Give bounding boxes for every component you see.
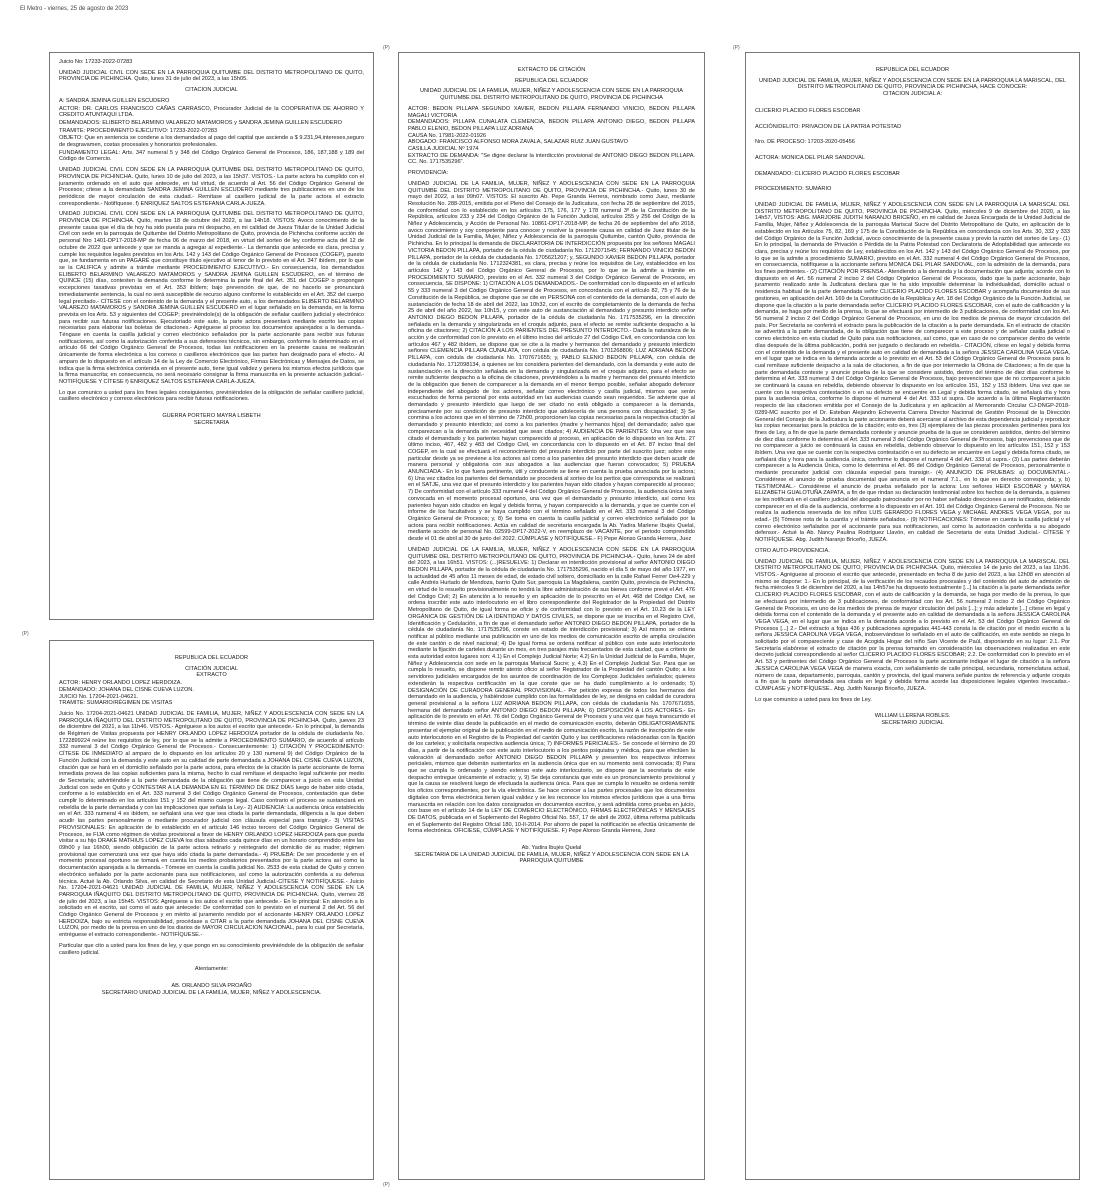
notice-title: REPUBLICA DEL ECUADOR (875, 67, 950, 73)
notice-title: EXTRACTO DE CITACIÓN (517, 67, 586, 73)
notice-paragraph: Lo que comunico a usted para los fines de Ley. (755, 696, 872, 703)
notice-field: CAUSA No. 17981-2022-01926 (408, 132, 487, 139)
notice-field: TRAMITE: SUMARIO/RÉGIMEN DE VISITAS (59, 700, 173, 707)
notice-field: CLICERIO PLACIDO FLORES ESCOBAR (755, 107, 861, 114)
notice-subtitle: CITACIÓN JUDICIAL (185, 665, 238, 672)
notice-paragraph: Particular que cito a usted para los fines de ley, y que pongo en su conocimiento previniéndole de la obligación de señalar casillero judicial. (59, 942, 364, 956)
notice-citacion-inaquito (49, 640, 374, 1180)
notice-subtitle: CITACION JUDICIAL A: (882, 91, 943, 98)
signature-role: SECRETARIA (193, 419, 230, 426)
notice-paragraph: UNIDAD JUDICIAL CIVIL CON SEDE EN LA PARROQUIA QUITUMBE DEL DISTRITO METROPOLITANO DE QUITO, PROVINCIA DE PICHINCHA. Quito, lunes 10 de julio del 2023, a las 15h37. VISTOS.- La parte actora ha cumplido con el juramento ordenado en el auto que antecede, en tal virtud, de acuerdo al Art. 56 del Código Orgánico General de Procesos; cítese a la demandada SANDRA JEMINA GUILLEN ESCUDERO mediante tres publicaciones en uno de los periódicos de mayor circulación de esta ciudad.- Remítase al casillero judicial de la parte actora el extracto correspondiente.- Notifíquese. f) ENRIQUEZ SALTOS ESTEFANIA CARLA-JUEZA. (59, 167, 364, 207)
paid-mark: (P) (22, 631, 29, 637)
notice-field: ABOGADO: FRANCISCO ALFONSO MORA ZAVALA, SALAZAR RUIZ JUAN GUSTAVO (408, 139, 628, 146)
notice-section: PROVIDENCIA: (408, 170, 449, 177)
newspaper-header: El Metro - viernes, 25 de agosto de 2023 (20, 6, 129, 12)
signature-name: GUERRA PORTERO MAYRA LISBETH (162, 413, 261, 420)
notice-title: REPUBLICA DEL ECUADOR (174, 655, 249, 661)
notice-subtitle: EXTRACTO (196, 672, 227, 679)
notice-field: ACCIÓN/DELITO: PRIVACION DE LA PATRIA POTESTAD (755, 123, 902, 130)
signature-name: AB. ORLANDO SILVA PROAÑO (171, 982, 252, 989)
notice-extracto-quitumbe (398, 52, 705, 1180)
notice-field: ACTORA: MONICA DEL PILAR SANDOVAL (755, 154, 865, 161)
notice-field: JUICIO No. 17204-2021-04621. (59, 693, 138, 700)
notice-field: DEMANDADOS: PILLAPA CUNALATA CLEMENCIA, BEDON PILLAPA ANTONIO DIEGO, BEDON PILLAPA PABLO ELENIO, BEDON PILLAPA LUZ ADRIANA (408, 119, 695, 132)
notice-field: TRAMITE: PROCEDIMIENTO EJECUTIVO: 17233-2022-07283 (59, 127, 218, 134)
notice-field: OBJETO: Que en sentencia se condene a los demandados al pago del capital que asciende a $ 9.231,94,intereses,seguro de desgravamen, costas procesales y honorarios profesionales. (59, 135, 364, 149)
notice-field: DEMANDADO: JOHANA DEL CISNE CUEVA LUZON. (59, 686, 194, 693)
notice-court: UNIDAD JUDICIAL DE LA FAMILIA, MUJER, NIÑEZ Y ADOLESCENCIA CON SEDE EN LA PARROQUIA QUITUMBE DEL DISTRITO METROPOLITANO DE QUITO, PROVINCIA DE PICHINCHA (419, 88, 684, 102)
notice-field: ACTOR: DR. CARLOS FRANCISCO CAÑAS CARRASCO, Procurador Judicial de la COOPERATIVA DE AHORRO Y CREDITO ATUNTAQUI LTDA. (59, 105, 364, 119)
notice-paragraph: UNIDAD JUDICIAL CIVIL CON SEDE EN LA PARROQUIA QUITUMBE DEL DISTRITO METROPOLITANO DE QUITO, PROVINCIA DE PICHINCHA. Quito, martes 18 de octubre del 2022, a las 14h18. VISTOS: Avoco conocimiento de la presente causa que el día de hoy ha sido puesta para mi despacho, en mi calidad de Jueza Titular de la Unidad Judicial Civil con sede en la parroquia de Quitumbe del Distrito Metropolitano de Quito, provincia de Pichincha conforme acción de personal Nro 1401-DP17-2018-MP de fecha 06 de marzo del 2018, en virtud del sorteo de ley conforme acta del 12 de octubre de 2022 que antecede y que se manda a agregar al expediente.- La demanda que antecede es clara, precisa y cumple los requisitos legales previstos en los Arts. 142 y 143 del Código Orgánico General de Procesos (COGEP), puesto que, se fundamenta en un PAGARÉ que constituye título ejecutivo al tenor de lo previsto en el Art. 347 ibídem, por lo que se la CALIFICA y admite a trámite mediante PROCEDIMIENTO EJECUTIVO.- En consecuencia, los demandados ELIBERTO BELARMINO VALAREZO MATAMOROS y SANDRA JEMINA GUILLEN ESCUDERO, en el término de QUINCE (15) días, contesten la demanda conforme lo determina la parte final del Art. 351 del COGEP o propongan excepciones taxativas previstas en el Art. 353 ibídem; bajo prevención de que, de no hacerlo se pronunciará inmediatamente sentencia, la cual no será susceptible de recurso alguno conforme lo establecido en el Art. 352 del cuerpo legal precitado.- CÍTESE con el contenido de la demanda y el presente auto, a los demandados ELIBERTO BELARMINO VALAREZO MATAMOROS y SANDRA JEMINA GUILLEN ESCUDERO en el lugar señalado en la demanda, en la forma prevista en los Arts. 53 y siguientes del COGEP; previniéndole(s) de la obligación de señalar casillero judicial y electrónico para recibir sus futuras notificaciones. Ejecutoriado este auto, la parte actora presentará mediante escrito las copias necesarias para elaborar las boletas de citaciones.- Agréguese al proceso los documentos aparejados a la demanda.- Téngase en cuenta la casilla judicial y correo electrónico señalados por la parte accionante para recibir sus futuras notificaciones, así como la autorización conferida a sus defensores técnicos, sin embargo, conforme lo determinado en el artículo 66 del Código Orgánico General de Procesos, todas las notificaciones en la presente causa se realizarán únicamente de forma electrónica a los correos o casilleros electrónicos que las partes han designado para el efecto.- Al amparo de lo dispuesto en el artículo 14 de la Ley de Comercio Electrónico, Firmas Electrónicas y Mensajes de Datos, se indica que la firma electrónica contenida en el presente auto, tiene igual validez y genera los mismos efectos jurídicos que la firma manuscrita; en consecuencia, no será necesario consignar la firma manuscrita en la presente actuación judicial.- NOTIFÍQUESE Y CÍTESE f) ENRIQUEZ SALTOS ESTEFANIA CARLA-JUEZA. (59, 211, 364, 385)
paid-mark: (P) (383, 45, 390, 51)
signature-name: WILLIAM LLERENA ROBLES. (874, 713, 951, 720)
notice-field: CASILLA JUDICIAL Nº 1974 (408, 146, 479, 153)
notice-title: CITACION JUDICIAL (185, 87, 238, 94)
notice-paragraph: Lo que comunico a usted para los fines legales consiguientes, previniéndoles de la obligación de señalar casillero judicial, casillero electrónico y correos electrónicos para recibir futuras notificaciones. (59, 389, 364, 403)
notice-field: Nro. DE PROCESO: 17203-2020-05456 (755, 139, 855, 146)
notice-closing: Atentamente: (194, 966, 229, 973)
notice-field: DEMANDADO: CLICERIO PLACIDO FLORES ESCOBAR (755, 170, 900, 177)
notice-heading: Juicio No: 17233-2022-07283 (59, 59, 133, 65)
notice-paragraph: UNIDAD JUDICIAL DE LA FAMILIA, MUJER, NIÑEZ Y ADOLESCENCIA CON SEDE EN LA PARROQUIA QUITUMBE DEL DISTRITO METROPOLITANO DE QUITO, PROVINCIA DE PICHINCHA.- Quito, lunes 24 de abril del 2023, a las 16h51. VISTOS: (...)RESUELVE: 1) Declarar en interdicción provisional al señor ANTONIO DIEGO BEDON PILLAPA, portador de la cédula de ciudadanía No. 1717535296, nacido el día 5 de mayo del año 1977, en la actualidad de 45 años 11 meses de edad, de estado civil soltero, domiciliado en la calle Rafael Ferrer Oe4-229 y calle Andrés Hurtado de Mendoza, barrio Quito Sur, parroquia La Magdalena, cantón Quito, provincia de Pichincha, en virtud de lo resuelto provisionalmente no tendrá la libre administración de sus bienes conforme prevé el Art. 476 del Código Civil; 2) En atención a lo resuelto y en aplicación de lo prescrito en el Art. 468 del Código Civil, se ordena inscribir este auto interlocutorio en el libro correspondiente del Registrador de la Propiedad del Distrito Metropolitano de Quito, de igual forma se oficie y de conformidad con lo previsto en el Art. 10.23 de la LEY ORGÁNICA DE GESTIÓN DE LA IDENTIDAD Y DATOS CIVILES, se dispone que se inscriba en el Registro Civil, Identificación y Cedulación, a fin de que el demandado señor ANTONIO DIEGO BEDON PILLAPA, portador de la cédula de ciudadanía No. 1717535296, conste en estado de interdicción provisional; 3) Así mismo se ordena notificar al público mediante una publicación en uno de los medios de comunicación escrito de amplia circulación de este cantón o de nivel nacional; 4) De igual forma se ordena notificar al público con este auto interlocutorio mediante la fijación de carteles durante un mes, en tres parajes más frecuentados de esta ciudad, que a criterio de esta autoridad estos lugares son: 4.1) En el Complejo Judicial Norte; 4.2) En la Unidad Judicial de la Familia, Mujer, Niñez y Adolescencia con sede en la parroquia Mariscal Sucre; y, 4.3) En el Complejo Judicial Sur. Para que se cumpla lo resuelto, se dispone remitir atento oficio al señor Registrador de la Propiedad del cantón Quito; a los servidores judiciales encargados de los asuntos de coordinación de los Complejos Judiciales señalados; quienes extenderán la respectiva certificación en la que conste que se ha dado cumplimiento a lo ordenado; 5) DESIGNACIÓN DE CURADORA GENERAL PROVISIONAL.- Por petición expresa de todos los hermanos del demandado en la audiencia, y habiéndose cumplido con las formalidades de ley, se designa en calidad de curadora general provisional a la señora LUZ ADRIANA BEDON PILLAPA, con cédula de ciudadanía No. 1707671655, hermana del demandado señor ANTONIO DIEGO BEDON PILLAPA; 6) DISPOSICIÓN A LOS ACTORES.- En aplicación de lo previsto en el Art. 76 del Código Orgánico General de Procesos y una vez que haya transcurrido el término de veinte días desde la publicación en el medio de comunicación escrito, deberán OBLIGATORIAMENTE presentar el ejemplar original de la publicación en el medio de comunicación escrito, la razón de inscripción de este auto interlocutorio en el Registro de la Propiedad del cantón Quito y las certificaciones relacionadas con la fijación de los carteles; y solicitarla respectiva audiencia única; 7) INFORMES PERICIALES.- Se concede el término de 20 días, a partir de la notificación con este auto interlocutorio a los peritos psiquiatra y médica, para que efectúen la valoración al demandado señor ANTONIO DIEGO BEDON PILLAPA y presenten los respectivos informes periciales, mismos que deberán sustentarlos en la audiencia única que en su momento será convocada; 8) Para que se cumpla lo ordenado y siendo extenso este auto interlocutorio, se dispone que la secretaria de este despacho entregue únicamente el extracto; y, 9) Se deja constancia que este es un pronunciamiento provisional y que la causa se resolverá luego de efectuada la audiencia única. Para que se cumpla lo resuelto se ordena remitir los oficios correspondientes, por la vía electrónica. Se hace conocer a las partes procesales que los documentos digitales con firma electrónica tienen igual validez y se les reconoce los mismos efectos jurídicos que a una firma manuscrita en relación con los datos consignados en documentos escritos, y será admitida como prueba en juicio, con base en el artículo 14 de la LEY DE COMERCIO ELECTRÓNICO, FIRMAS ELECTRÓNICAS Y MENSAJES DE DATOS, publicada en el Suplemento del Registro Oficial No. 557, 17 de abril de 2002, última reforma publicada en el Suplemento del Registro Oficial 180, 10-II-2014. Por ahorro de papel la notificación se efectúa únicamente de forma electrónica. OFICIESE, CÚMPLASE Y NOTIFÍQUESE. F) Pepe Alonso Granda Herrera, Juez (408, 546, 695, 835)
notice-paragraph: UNIDAD JUDICIAL DE LA FAMILIA, MUJER, NIÑEZ Y ADOLESCENCIA CON SEDE EN LA PARROQUIA QUITUMBE DEL DISTRITO METROPOLITANO DE QUITO, PROVINCIA DE PICHINCHA.- Quito, lunes 30 de mayo del 2022, a las 09h07. VISTOS: El suscrito Ab. Pepe Granda Herrera, nombrado como Juez, mediante Resolución No. 288-2015, emitida por el Pleno del Consejo de la Judicatura, con fecha 28 de septiembre del 2015, de conformidad con lo establecido en los artículos 175, 176, 177 y 178 numeral 3º de la Constitución de la República, artículos 233 y 234 del Código Orgánico de la Función Judicial, artículos 255 y 256 del Código de la Niñez y Adolescencia, y Acción de Personal No. 10861-DP17-2018-MP, de fecha 26 de septiembre del año 2018, avoco conocimiento y soy competente para conocer y resolver la presente causa en calidad de Juez titular de la Unidad Judicial de la Familia, Mujer, Niñez y Adolescencia de la parroquia Quitumbe, cantón Quito, provincia de Pichincha. En lo principal la demanda de DECLARATORIA DE INTERDICCIÓN propuesta por los señores MAGALI VICTORIA BEDON PILLAPA, portador de la cédula de ciudadanía No. 1712071545; FERNANDO VINICIO BEDON PILLAPA, portador de la cédula de ciudadanía No. 1705621207; y, SEGUNDO XAVIER BEDON PILLAPA, portador de la cédula de ciudadanía No. 1712324381, es clara, precisa y reúne los requisitos de Ley, establecidos en los artículos 142 y 143 del Código Orgánico General de Procesos, por lo que se la admite a trámite en PROCEDIMIENTO SUMARIO, previsto en el Art. 332 numeral 3 del Código Orgánico General de Procesos, en consecuencia, SE DISPONE: 1) CITACIÓN A LOS DEMANDADOS.- De conformidad con lo dispuesto en el artículo 55 y 333 numeral 3 del Código Orgánico General de Procesos, en concordancia con el artículo 82, 75 y 76 de la Constitución de la República, se dispone que se cite en PERSONA con el contenido de la demanda, con el auto de sustanciación de fecha 18 de abril del 2022, las 10h32, con el escrito de completamiento de la demanda de fecha 25 de abril del año 2022, las 10h15, y con este auto de sustanciación al demandado y presunto interdicto señor ANTONIO DIEGO BEDON PILLAPA, portador de la cédula de ciudadanía No. 1717535296, en la dirección señalada en la demanda y singularizada en el croquis adjunto, para el efecto se remite suficiente despacho a la oficina de citaciones; 2) CITACIÓN A LOS PARIENTES DEL PRESUNTO INTERDICTO.- Dada la naturaleza de la acción y de conformidad con lo previsto en el último inciso del artículo 27 del Código Civil, en concordancia con los artículos 467 y 482 ibídem, se dispone que se cite a la madre y hermanos del demandado y presunto interdicto señores CLEMENCIA PILLAPA CUNALATA, con cédula de ciudadanía No. 1701268806; LUZ ADRIANA BEDON PILLAPA, con cédula de ciudadanía No. 1707671655; y, PABLO ELENIO BEDON PILLAPA, con cédula de ciudadanía No. 1712098134, a quienes se los considera parientes del demandado, con la demanda y este auto de sustanciación en la dirección señalada en la demanda y singularizada en el croquis adjunto, para el efecto se remite suficiente despacho a la oficina de citaciones, previniéndoles a la madre y hermanos del presunto interdicto de la obligación que tienen de comparecer a la demanda en el menor tiempo posible, señalar abogado defensor independiente del abogado de los actores, señalar correo electrónico y casilla judicial, mismos que serán escuchados de forma personal por esta autoridad en las audiencias cuando sean requeridos. Se advierte que al demandado y presunto interdicto que luego de ser citado no está obligado a comparecer a la demanda, precisamente por su condición de presunto interdicto que adolecería de una persona con discapacidad; 3) Se conmina a los actores que en el término de 72h00, proporcionen las copias necesarias para la respectiva citación al demandado y presunto interdicto; así como a los parientes (madre y hermanos hijos) del demandado; salvo que comparezcan a la demanda sin necesidad que sean citados; 4) AUDIENCIA DE PARIENTES: Una vez que sea citado el demandado y los parientes hayan comparecido al proceso, en aplicación de lo dispuesto en los Arts. 27 último inciso, 467, 482 y 483 del Código Civil, en concordancia con lo dispuesto en el Art. 87 inciso final del COGEP, en la cual se efectuará el reconocimiento del presunto interdicto por parte del suscrito juez; sobre este particular desde ya se previene a los actores así como a los parientes del presunto interdicto que deben acudir de manera personal y obligatoria con sus abogados a las audiencias que fueran convocados; 5) PRUEBA ANUNCIADA.- En lo que fuera pertinente, útil y conducente se tiene en cuenta la prueba anunciada por la actora; 6) Una vez citados los parientes del demandado se procederá al sorteo de los peritos que corresponda se realizará en el SATJE, una vez que el presunto interdicto y los parientes hayan sido citados y hayan comparecido al proceso; 7) De conformidad con el artículo 333 numeral 4 del Código Orgánico General de Procesos, la audiencia única será convocada en el momento procesal oportuno, una vez que el demandado y presunto interdicto, así como los parientes hayan sido citados en legal y debida forma, y hayan comparecido a la demanda, y que se cuente con el informe de los facultativos y se haya cumplido con el término señalado en el Art. 333 numeral 3 del Código Orgánico General de Procesos; y, 8) Se toma en cuenta la casilla judicial y correo electrónico señalado por la actora para recibir notificaciones. Actúa en calidad de secretaria encargada la Ab. Yadira Marlene Ibujés Quelal, mediante acción de personal No. 02599-DP17-2022-V, en reemplazo de VACANTE, por el periodo comprendido desde el 01 de abril al 30 de junio del 2022. CÚMPLASE y NOTIFÍQUESE.- F) Pepe Alonso Granda Herrera, Juez (408, 180, 696, 543)
notice-citacion-mariscal (745, 52, 1080, 1180)
signature-name: Ab. Yadira Ibujés Quelal (521, 845, 582, 852)
paid-mark: (P) (733, 45, 740, 51)
notice-field: PROCEDIMIENTO: SUMARIO (755, 186, 832, 193)
signature-role: SECRETARIO UNIDAD JUDICIAL DE LA FAMILIA, MUJER, NIÑEZ Y ADOLESCENCIA. (101, 989, 322, 996)
notice-paragraph: Juicio No. 17204-2021-04621 UNIDAD JUDICIAL DE FAMILIA, MUJER, NIÑEZ Y ADOLESCENCIA CON SEDE EN LA PARROQUIA IÑAQUITO DEL DISTRITO METROPOLITANO DE QUITO, PROVINCIA DE PICHINCHA. Quito, jueves 23 de diciembre del 2021, a las 11h46. VISTOS.- Agréguese a los autos el escrito que antecede.- En lo principal, la demanda de Régimen de Visitas propuesta por HENRY ORLANDO LOPEZ HERDOIZA portador de la cédula de ciudadanía No. 1722899224 reúne los requisitos de ley, por lo que se la admite a PROCEDIMIENTO SUMARIO, de acuerdo al artículo 332 numeral 3 del Código Orgánico General de Procesos.- Consecuentemente: 1) CITACIÓN Y PROCEDIMIENTO: CÍTESE DE INMEDIATO al amparo de lo dispuesto en los artículos 20 y 130 numeral 9) del Código Orgánico de la Función Judicial con la demanda y este auto en su calidad de parte demandada a JOHANA DEL CISNE CUEVA LUZON, citación que se hará en el domicilio señalado por la parte actora, para efectos de la citación la parte accionante de forma inmediata provea de las copias suficientes para la misma, hecho lo cual remítase el despacho legal suficiente por medio de Secretaría; advirtiéndole a la parte demandada de la obligación que tiene de comparecer a juicio en esta Unidad Judicial con sede en Quito y CONTESTAR A LA DEMANDA EN EL TÉRMINO DE DIEZ DÍAS luego de haber sido citada, conforme a lo establecido en el Art. 333 numeral 3 del Código Orgánico General de Procesos, contestación que debe cumplir lo determinado en los artículos 151 y 152 del mismo cuerpo legal. Caso contrario el proceso se sustanciará en rebeldía de la parte demandada y con las implicaciones que señala la Ley.- 2) AUDIENCIA: La audiencia única establecida en el Art. 333 numeral 4 es ibídem, se señalará una vez que sea citada la parte demandada, diligencia a la que deben acudir las partes personalmente o mediante procurador judicial con cláusula especial para transigir.- 3) VISITAS PROVISIONALES: En aplicación de lo establecido en el artículo 146 inciso tercero del Código Orgánico General de Procesos, se FIJA como régimen de visitas provisional a favor de HENRY ORLANDO LOPEZ HERDOIZA para que pueda visitar a su hijo DRAKE MATHIUS LOPEZ CUEVA los días sábados cada quince días en un horario comprendido entre las 09h00 y las 16h00, siendo obligación de la parte actora retirarlo y reintegrarlo del domicilio de su madre; régimen provisional que comenzará una vez que haya sido citada la parte demandada.- 4) PRUEBA: De ser procedente y en el momento procesal oportuno se tomará en cuenta los medios probatorios presentados por la parte actora así como la documentación aparejada a la demanda.- Tómese en cuenta la casilla judicial No. 2533 de esta ciudad de Quito y correo electrónico señalado por la parte accionante para sus notificaciones, así como la autorización conferida a su defensa técnica. Actué la Ab. Orlando Silva, en calidad de Secretario de esta Unidad Judicial.-CÍTESE Y NOTIFÍQUESE.- Juicio No. 17204-2021-04621 UNIDAD JUDICIAL DE FAMILIA, MUJER, NIÑEZ Y ADOLESCENCIA CON SEDE EN LA PARROQUIA IÑAQUITO DEL DISTRITO METROPOLITANO DE QUITO, PROVINCIA DE PICHINCHA. Quito, viernes 28 de julio del 2023, a las 15h45. VISTOS: Agréguese a los autos el escrito que antecede.- En lo principal: En atención a lo solicitado en el escrito, así como el auto que antecede: De conformidad con lo previsto en el numeral 2 del Art. 56 del Código Orgánico General de Procesos y en mérito al juramento rendido por el accionante HENRY ORLANDO LOPEZ HERDOIZA, bajo su estricta responsabilidad, procédase a CITAR a la parte demandada JOHANA DEL CISNE CUEVA LUZON, por medio de la prensa en uno de los diarios de MAYOR CIRCULACION NACIONAL, para lo cual por Secretaría, entréguese el extracto correspondiente.- NOTIFÍQUESE.- (59, 710, 364, 939)
notice-field: FUNDAMENTO LEGAL: Arts. 347 numeral 5 y 348 del Código Orgánico General de Procesos, 186, 187,188 y 189 del Código de Comercio. (59, 149, 364, 163)
notice-field: EXTRACTO DE DEMANDA: "Se digne declarar la interdicción provisional de ANTONIO DIEGO BEDON PILLAPA. CC. No. 1717535296". (408, 152, 695, 166)
notice-paragraph: UNIDAD JUDICIAL DE FAMILIA, MUJER, NIÑEZ Y ADOLESCENCIA CON SEDE EN LA PARROQUIA LA MARISCAL DEL DISTRITO METROPOLITANO DE QUITO, PROVINCIA DE PICHINCHA. Quito, miércoles 9 de diciembre del 2020, a las 14h57, VISTOS: ABG. MARJORIE JUDITH NARANJO BRICEÑO, en mi calidad de Jueza Encargada de la Unidad Judicial de Familia, Mujer, Niñez y Adolescencia de la parroquia Mariscal Sucre del Distrito Metropolitano de Quito, en aplicación de lo establecido en los Artículos 75, 82, 169 y 175 de la Constitución de la República en concordancia con los Arts. 30, 332 y 333 del Código Orgánico de la Función Judicial, avoco conocimiento de la presente causa y previo la razón del sorteo de Ley.- (1) En lo principal, la demanda de Privación o Pérdida de la Patria Potestad con Declaratoria de Adoptabilidad que antecede es clara, precisa y reúne los requisitos de Ley, establecidos en los Art. 142 y 143 del Código Orgánico General de Procesos, por lo que se la admite a procedimiento SUMARIO, previsto en el Art. 332 numeral 4 del Código Orgánico General de Procesos, en consecuencia, notifíquese a la accionante señora MONICA DEL PILAR SANDOVAL, con la admisión de la demanda, para los fines pertinentes.- (2) CITACIÓN POR PRENSA.- Atendiendo a la demanda y la documentación que adjunta; acorde con lo dispuesto en el Art. 56 numeral 2 inciso 2 del Código Orgánico General de Procesos, dado que la parte accionante, bajo juramento realizado ante la Judicatura declara que le ha sido imposible determinar la individualidad, domicilio actual o residencia habitual de la parte demandada señor CLICERIO PLACIDO FLORES ESCOBAR y acompaña documentos de sus gestiones, en aplicación del Art. 169 de la Constitución de la República y Art. 18 del Código Orgánico de la Función Judicial, se dispone que la citación a la parte demandada señor CLICERIO PLACIDO FLORES ESCOBAR, con el auto de calificación y la demanda, se haga por medio de la prensa, lo que se efectuará por intermedio de 3 publicaciones, de conformidad con los Art. 56 numeral 2 inciso 2 del Código Orgánico General de Procesos, en uno de los medios de prensa de mayor circulación del país. Por Secretaría se conferirá el extracto para la publicación de la citación a la parte demandada. En el extracto de citación se advertirá a la parte demandada, de la obligación que tiene de comparecer a este proceso y de señalar casilla judicial o correo electrónico en esta ciudad de Quito para sus notificaciones, así como, que en caso de no comparecer dentro de veinte días después de la última publicación, podrá ser juzgado o declarado en rebeldía.- CITACIÓN, cítese en legal y debida forma con el contenido de la demanda y el presente auto en calidad de demandada a la señora JESSICA CAROLINA VEGA VEGA, en el lugar que se indica en la demanda acorde a lo previsto en el Art. 53 del Código Orgánico General de Procesos para lo cual remítase suficiente despacho a la sala de citaciones, a fin de que por intermedio la Oficina de Citaciones; a fin de que la parte demandada conteste y anuncie prueba de la que se considere asistido, dentro del término de diez días conforme lo determina el Art. 333 numeral 3 del Código Orgánico General de Procesos, bajo prevenciones que de no comparecer a juicio se continuará la causa en rebeldía, debiendo observar lo dispuesto en los artículos 151, 152 y 153 ibídem. Una vez que se cuente con la respectiva contestación o en su defecto se encuentre en Legal y debida forma citado, se señalará día y hora para la audiencia única, conforme lo dispone el numeral 4 del Art. 333 ut supra. De acuerdo a la última Reglamentación respecto de las citaciones emitida por el Consejo de la Judicatura y en aplicación al Memorando Circular CJ-DNGP-2018-0289-MC suscrito por el Dr. Esteban Alejandro Echeverría Carrera Director Nacional de Gestión Procesal de la Dirección General del Consejo de la Judicatura la parte accionante deberá acercarse al archivo de esta dependencia judicial y reproducir las copias necesarias para la práctica de la citación; esto es, tres (3) ejemplares de las piezas procesales pertinentes para los fines de Ley, a fin de que la parte demandada conteste y anuncie prueba de la que se consideren asistidos, dentro del término de diez días conforme lo determina el Art. 333 numeral 3 del Código Orgánico General de Procesos, bajo prevenciones que de no comparecer a juicio se continuará la causa en rebeldía, debiendo observar lo dispuesto en los artículos 151, 152 y 153 ibídem. Una vez que se cuente con la respectiva contestación o en su defecto se encuentre en Legal y debida forma citado, se señalará día y hora para la audiencia única, conforme lo dispone el numeral 4 del Art. 333 ut supra.- (3) Las partes deberán comparecer a la Audiencia Única, como lo determina el Art. 86 del Código Orgánico General de Procesos, personalmente o mediante procurador judicial con cláusula especial para transigir.- (4) ANUNCIO DE PRUEBAS: a) DOCUMENTAL.- Considérese el anuncio de prueba documental que anuncia en el numeral 7.1., en lo que en derecho corresponda; y, b) TESTIMONIAL.- Considérese el anuncio de prueba señalado por la actora: Los señores HEIDI ESCOBAR y MAYRA ELIZABETH GUALOTUÑA ZAPATA, a fin de que rindan su declaración testimonial sobre los hechos de la demanda, a quienes se les notificará en el casillero judicial del abogado patrocinador por no haber señalado direcciones a ser notificados, debiendo comparecer en el día de la audiencia, conforme a lo dispuesto en el Art. 191 del Código Orgánico General de Procesos. No se realiza la audiencia reservada de los niños LUIS GERARDO FLORES VEGA y MICHAEL ANDRES VEGA VEGA, por su edad.- (5) Tómese nota de la cuantía y el trámite señalados.- (9) NOTIFICACIONES: Tómese en cuenta la casilla judicial y el correo electrónico señalados por el accionante para sus notificaciones, así como la autorización conferida a su abogado defensor.- Actué la Ab. Nancy Paulina Rodríguez Llavón, en calidad de Secretaria de esta Unidad Judicial.- CÍTESE Y NOTIFÍQUESE. Abg. Judith Naranjo Briceño, JUEZA. (755, 202, 1070, 544)
notice-subtitle: REPUBLICA DEL ECUADOR (514, 77, 589, 84)
notice-court: UNIDAD JUDICIAL DE FAMILIA, MUJER, NIÑEZ Y ADOLESCENCIA CON SEDE EN LA PARROQUIA LA MARISCAL, DEL DISTRITO METROPOLITANO DE QUITO, PROVINCIA DE PICHINCHA, HACE CONOCER: (759, 77, 1066, 91)
notice-paragraph: UNIDAD JUDICIAL DE FAMILIA, MUJER, NIÑEZ Y ADOLESCENCIA CON SEDE EN LA PARROQUIA LA MARISCAL DEL DISTRITO METROPOLITANO DE QUITO, PROVINCIA DE PICHINCHA. Quito, miércoles 14 de junio del 2023, a las 11h36. VISTOS.- Agréguese al proceso el escrito que antecede, presentado en fecha 8 de junio del 2023, a las 12h08 en atención al mismo se dispone: 1.- En lo principal, de la verificación de los recaudos procesales y del contenido del auto de admisión de fecha miércoles 9 de diciembre del 2020, a las 14h57se ha dispuesto textualmente [...] la citación a la parte demandada señor CLICERIO PLACIDO FLORES ESCOBAR, con el auto de calificación y la demanda, se haga por medio de la prensa, lo que se efectuará por intermedio de 3 publicaciones, de conformidad con los Art. 56 numeral 2 inciso 2 del Código Orgánico General de Procesos, en uno de los medios de prensa de mayor circulación del país [...]; y más adelante [...] cítese en legal y debida forma con el contenido de la demanda y el presente auto en calidad de demandada a la señora JESSICA CAROLINA VEGA VEGA, en el lugar que se indica en la demanda acorde a lo previsto en el Art. 53 del Código Orgánico General de Procesos [...] 2.- Del extracto a fojas 436 y publicaciones agregadas 441-443 consta la de citación por el medio escrito a la señora JESSICA CAROLINA VEGA VEGA, inobservándose lo señalado en el auto de calificación, en este sentido se niega lo solicitado por el compareciente y case de Acogida Hogar del niño San Vicente de Paúl, disponiendo en su lugar: 2.1. Por Secretaría elabórese el extracto de citación por la prensa tomando en consideración las observaciones realizadas en este decreto judicial correspondiendo al señor CLICERIO PLACIDO FLORES ESCOBAR; 2.2. De conformidad con lo previsto en el Art. 53 y pertinentes del Código Orgánico General de Procesos la parte accionante indique el lugar de citación a la señora JESSICA CAROLINA VEGA VEGA de manera exacta, con señalamiento de calle principal, secundaria, nomenclatura actual, número de casa, departamento, parroquia, cantón y provincia, del igual manera señale puntos de referencia y adjunte croquis a fin que la parte demandada sea citada en legal y debida forma acorde las disposiciones legales vigentes invocadas.- CÚMPLASE y NOTIFÍQUESE.. Abg. Judith Naranjo Briceño, JUEZA. (755, 558, 1070, 692)
signature-role: SECRETARIO JUDICIAL (881, 720, 944, 727)
notice-citacion-quitumbe (49, 52, 374, 620)
notice-court: UNIDAD JUDICIAL CIVIL CON SEDE EN LA PARROQUIA QUITUMBE DEL DISTRITO METROPOLITANO DE QUITO, PROVINCIA DE PICHINCHA. Quito, lunes 31 de julio del 2023, a las 15h05. (59, 69, 364, 83)
notice-field: ACTOR: BEDON PILLAPA SEGUNDO XAVIER, BEDON PILLAPA FERNANDO VINICIO, BEDON PILLAPA MAGALI VICTORIA (408, 105, 695, 119)
notice-field: A: SANDRA JEMINA GUILLEN ESCUDERO (59, 97, 170, 104)
signature-role: SECRETARIA DE LA UNIDAD JUDICIAL DE FAMILIA, MUJER, NIÑEZ Y ADOLESCENCIA CON SEDE EN LA PARROQUIA QUITUMBE (414, 851, 689, 865)
notice-field: ACTOR: HENRY ORLANDO LOPEZ HERDOIZA. (59, 680, 183, 687)
notice-paragraph: OTRO AUTO-PROVIDENCIA. (755, 547, 830, 554)
paid-mark: (P) (383, 1182, 390, 1188)
notice-field: DEMANDADOS: ELIBERTO BELARMINO VALAREZO MATAMOROS y SANDRA JEMINA GUILLEN ESCUDERO (59, 119, 342, 126)
